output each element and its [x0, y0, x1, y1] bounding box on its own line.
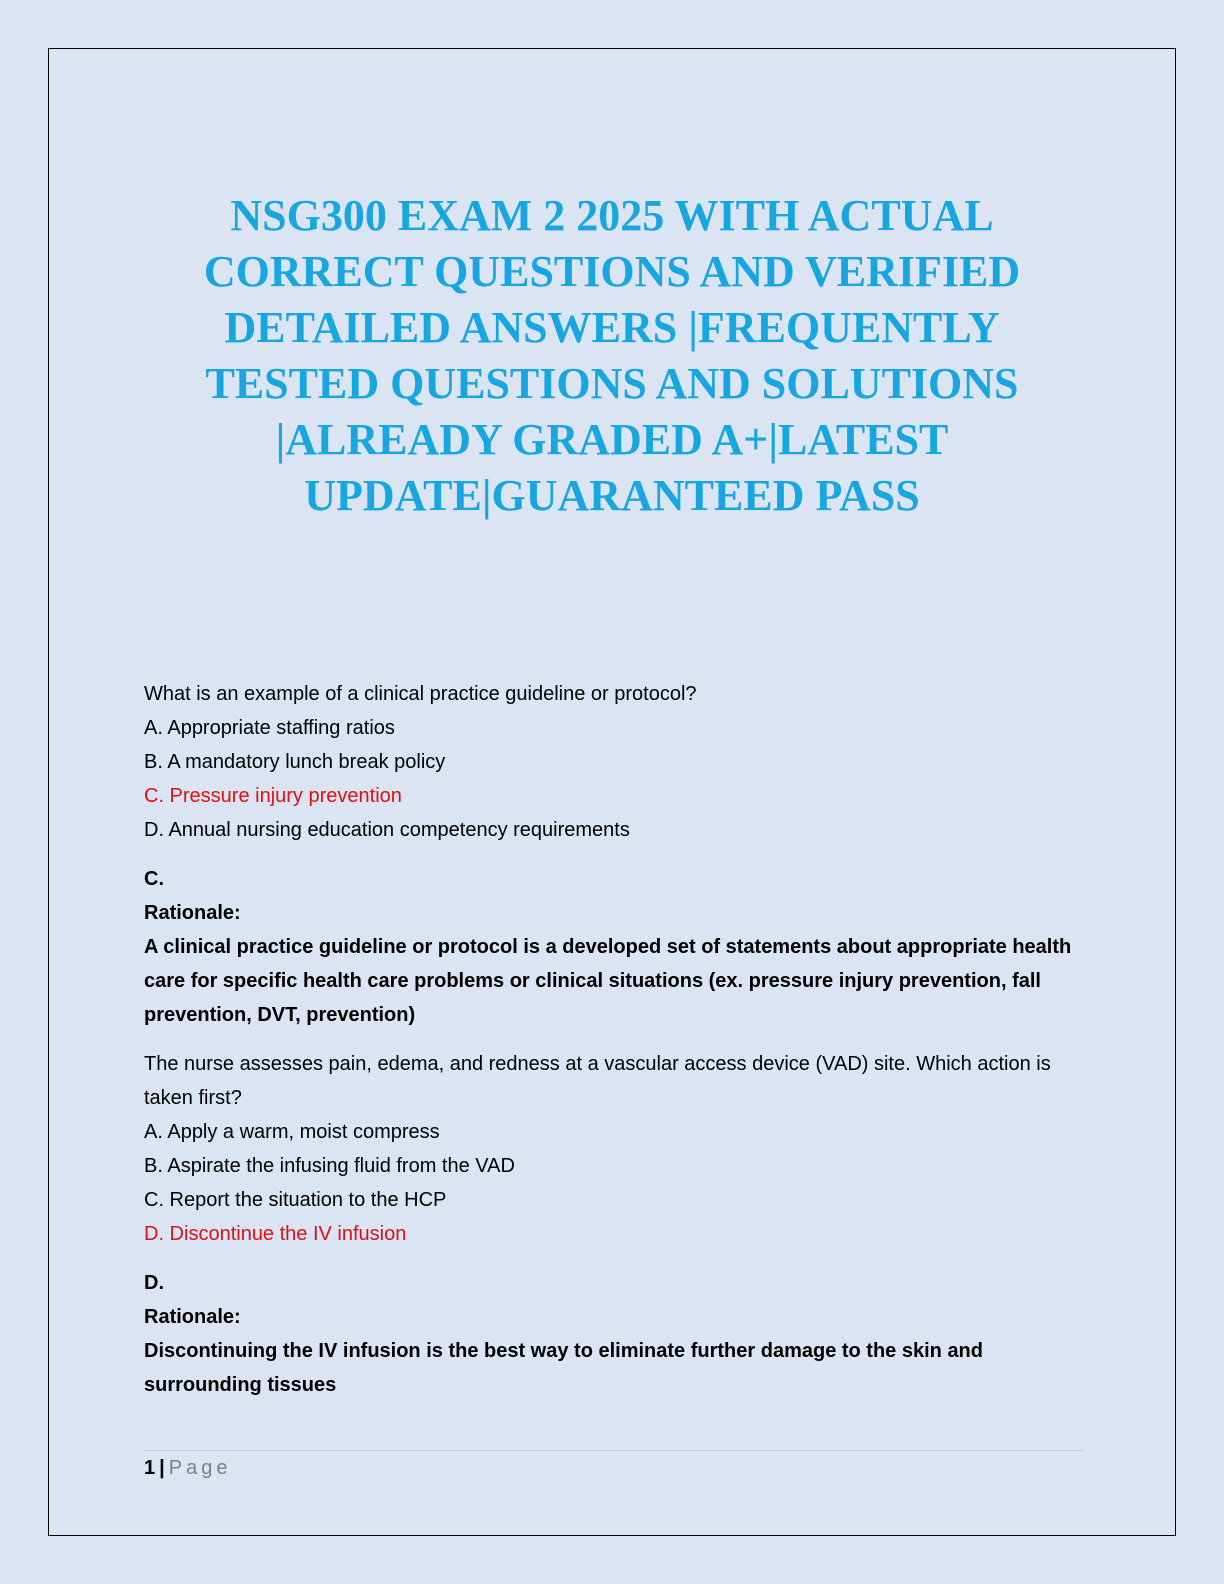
option-d-correct: D. Discontinue the IV infusion: [144, 1223, 407, 1245]
question-text: The nurse assesses pain, edema, and redness at a vascular access device (VAD) site. Which action is taken first?: [144, 1053, 1051, 1109]
option-c-correct: C. Pressure injury prevention: [144, 785, 402, 807]
document-body: [144, 677, 1084, 1402]
rationale-text: Discontinuing the IV infusion is the best way to eliminate further damage to the skin and surrounding tissues: [144, 1340, 983, 1396]
page-label: Page: [168, 1457, 232, 1479]
rationale-label: Rationale:: [144, 1306, 241, 1328]
page-footer: [144, 1454, 231, 1482]
page-number: 1: [144, 1457, 156, 1479]
rationale-text: A clinical practice guideline or protocol is a developed set of statements about appropriate health care for specific health care problems or clinical situations (ex. pressure injury prevention, fall prevention, DVT, prevention): [144, 936, 1072, 1026]
option-d: D. Annual nursing education competency requirements: [144, 819, 630, 841]
option-a: A. Appropriate staffing ratios: [144, 717, 395, 739]
option-c: C. Report the situation to the HCP: [144, 1189, 447, 1211]
question-text: What is an example of a clinical practice guideline or protocol?: [144, 683, 697, 705]
option-b: B. A mandatory lunch break policy: [144, 751, 446, 773]
option-b: B. Aspirate the infusing fluid from the VAD: [144, 1155, 515, 1177]
rationale-label: Rationale:: [144, 902, 241, 924]
answer-letter: C.: [144, 868, 164, 890]
question-block: [144, 1047, 1084, 1402]
question-block: [144, 677, 1084, 1032]
option-a: A. Apply a warm, moist compress: [144, 1121, 440, 1143]
document-title: NSG300 EXAM 2 2025 WITH ACTUAL CORRECT QUESTIONS AND VERIFIED DETAILED ANSWERS |FREQUENTLY TESTED QUESTIONS AND SOLUTIONS |ALREADY GRADED A+|LATEST UPDATE|GUARANTEED PASS: [203, 191, 1021, 520]
footer-divider: [144, 1450, 1084, 1451]
footer-separator: |: [159, 1457, 165, 1479]
answer-letter: D.: [144, 1272, 164, 1294]
